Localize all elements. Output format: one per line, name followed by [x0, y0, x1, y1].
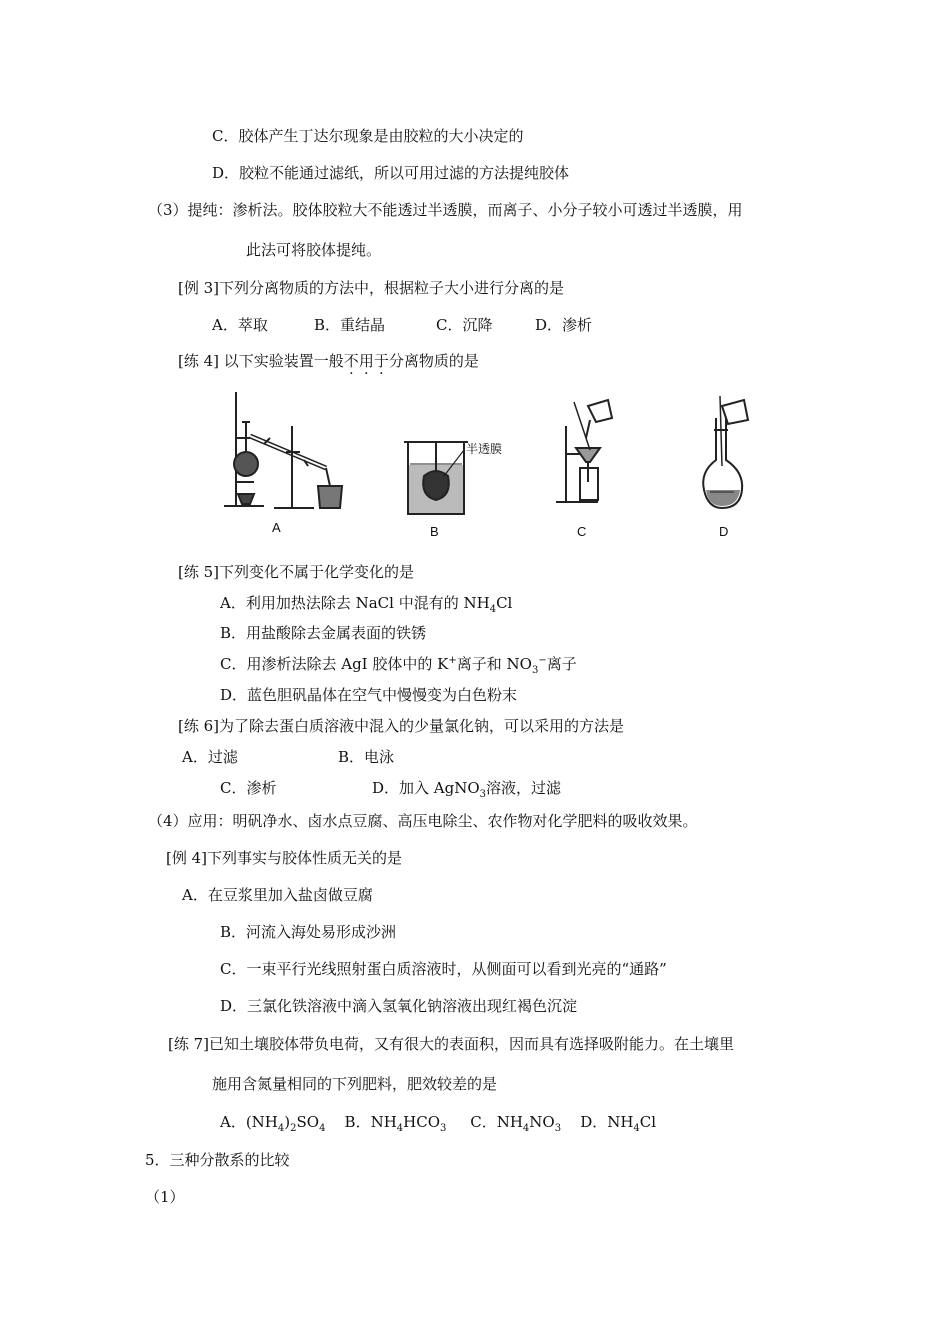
- practice-7-option-d: D．$NH_4Cl$: [580, 1113, 657, 1134]
- practice-5-stem: [练 5]下列变化不属于化学变化的是: [178, 563, 415, 581]
- filtration-apparatus-figure: [552, 396, 618, 508]
- volumetric-flask-figure: [694, 394, 754, 514]
- section-3-line-1: （3）提纯：渗析法。胶体胶粒大不能透过半透膜，而离子、小分子较小可透过半透膜，用: [148, 201, 743, 219]
- practice-7-line-1: [练 7]已知土壤胶体带负电荷，又有很大的表面积，因而具有选择吸附能力。在土壤里: [168, 1035, 735, 1053]
- practice-5-option-d: D．蓝色胆矾晶体在空气中慢慢变为白色粉末: [220, 686, 518, 704]
- example-4-option-a: A．在豆浆里加入盐卤做豆腐: [182, 886, 373, 904]
- practice-6-option-b: B．电泳: [338, 748, 395, 766]
- practice-7-option-b: B．$NH_4HCO_3$: [344, 1113, 447, 1134]
- practice-7-line-2: 施用含氮量相同的下列肥料，肥效较差的是: [212, 1075, 498, 1093]
- emphasis-dot-char: 于: [373, 352, 389, 370]
- example-4-stem: [例 4]下列事实与胶体性质无关的是: [166, 849, 403, 867]
- section-5-title: 5．三种分散系的比较: [145, 1151, 290, 1169]
- example-4-option-b: B．河流入海处易形成沙洲: [220, 923, 397, 941]
- emphasis-dot-char: 用: [358, 352, 374, 370]
- practice-7-option-c: C．$NH_4NO_3$: [470, 1113, 562, 1134]
- practice-6-option-a: A．过滤: [182, 748, 238, 766]
- membrane-label: 半透膜: [466, 442, 503, 456]
- example-3-option-b: B．重结晶: [314, 316, 386, 334]
- practice-5-option-a: A．利用加热法除去 NaCl 中混有的 $NH_4Cl$: [220, 594, 513, 615]
- example-3-option-d: D．渗析: [535, 316, 593, 334]
- figure-label-a: A: [272, 520, 281, 535]
- example-3-stem: [例 3]下列分离物质的方法中，根据粒子大小进行分离的是: [178, 279, 565, 297]
- practice-5-option-c: C．用渗析法除去 AgI 胶体中的 K+离子和 $NO_3^-$离子: [220, 655, 577, 676]
- figure-label-b: B: [430, 524, 439, 539]
- practice-4-stem: [练 4] 以下实验装置一般不用于分离物质的是: [178, 352, 479, 370]
- q2-option-d: D．胶粒不能通过滤纸，所以可用过滤的方法提纯胶体: [212, 164, 570, 182]
- figure-label-c: C: [577, 524, 587, 539]
- practice-7-option-a: A．$(NH_4)_2SO_4$: [220, 1113, 326, 1134]
- example-4-option-d: D．三氯化铁溶液中滴入氢氧化钠溶液出现红褐色沉淀: [220, 997, 578, 1015]
- q2-option-c: C．胶体产生丁达尔现象是由胶粒的大小决定的: [212, 127, 524, 145]
- section-4-line: （4）应用：明矾净水、卤水点豆腐、高压电除尘、农作物对化学肥料的吸收效果。: [148, 812, 698, 830]
- practice-5-option-b: B．用盐酸除去金属表面的铁锈: [220, 624, 427, 642]
- section-3-line-2: 此法可将胶体提纯。: [246, 241, 382, 259]
- emphasis-dot-char: 不: [343, 352, 359, 370]
- example-3-option-c: C．沉降: [436, 316, 493, 334]
- example-4-option-c: C．一束平行光线照射蛋白质溶液时，从侧面可以看到光亮的“通路”: [220, 960, 667, 978]
- section-5-sub-1: （1）: [145, 1188, 185, 1206]
- practice-6-stem: [练 6]为了除去蛋白质溶液中混入的少量氯化钠，可以采用的方法是: [178, 717, 625, 735]
- practice-6-option-d: D．加入 AgNO$_3$溶液，过滤: [372, 779, 562, 800]
- practice-6-option-c: C．渗析: [220, 779, 277, 797]
- example-3-option-a: A．萃取: [212, 316, 268, 334]
- distillation-apparatus-figure: [214, 386, 350, 516]
- figure-label-d: D: [719, 524, 729, 539]
- practice-7-options: [220, 1112, 656, 1132]
